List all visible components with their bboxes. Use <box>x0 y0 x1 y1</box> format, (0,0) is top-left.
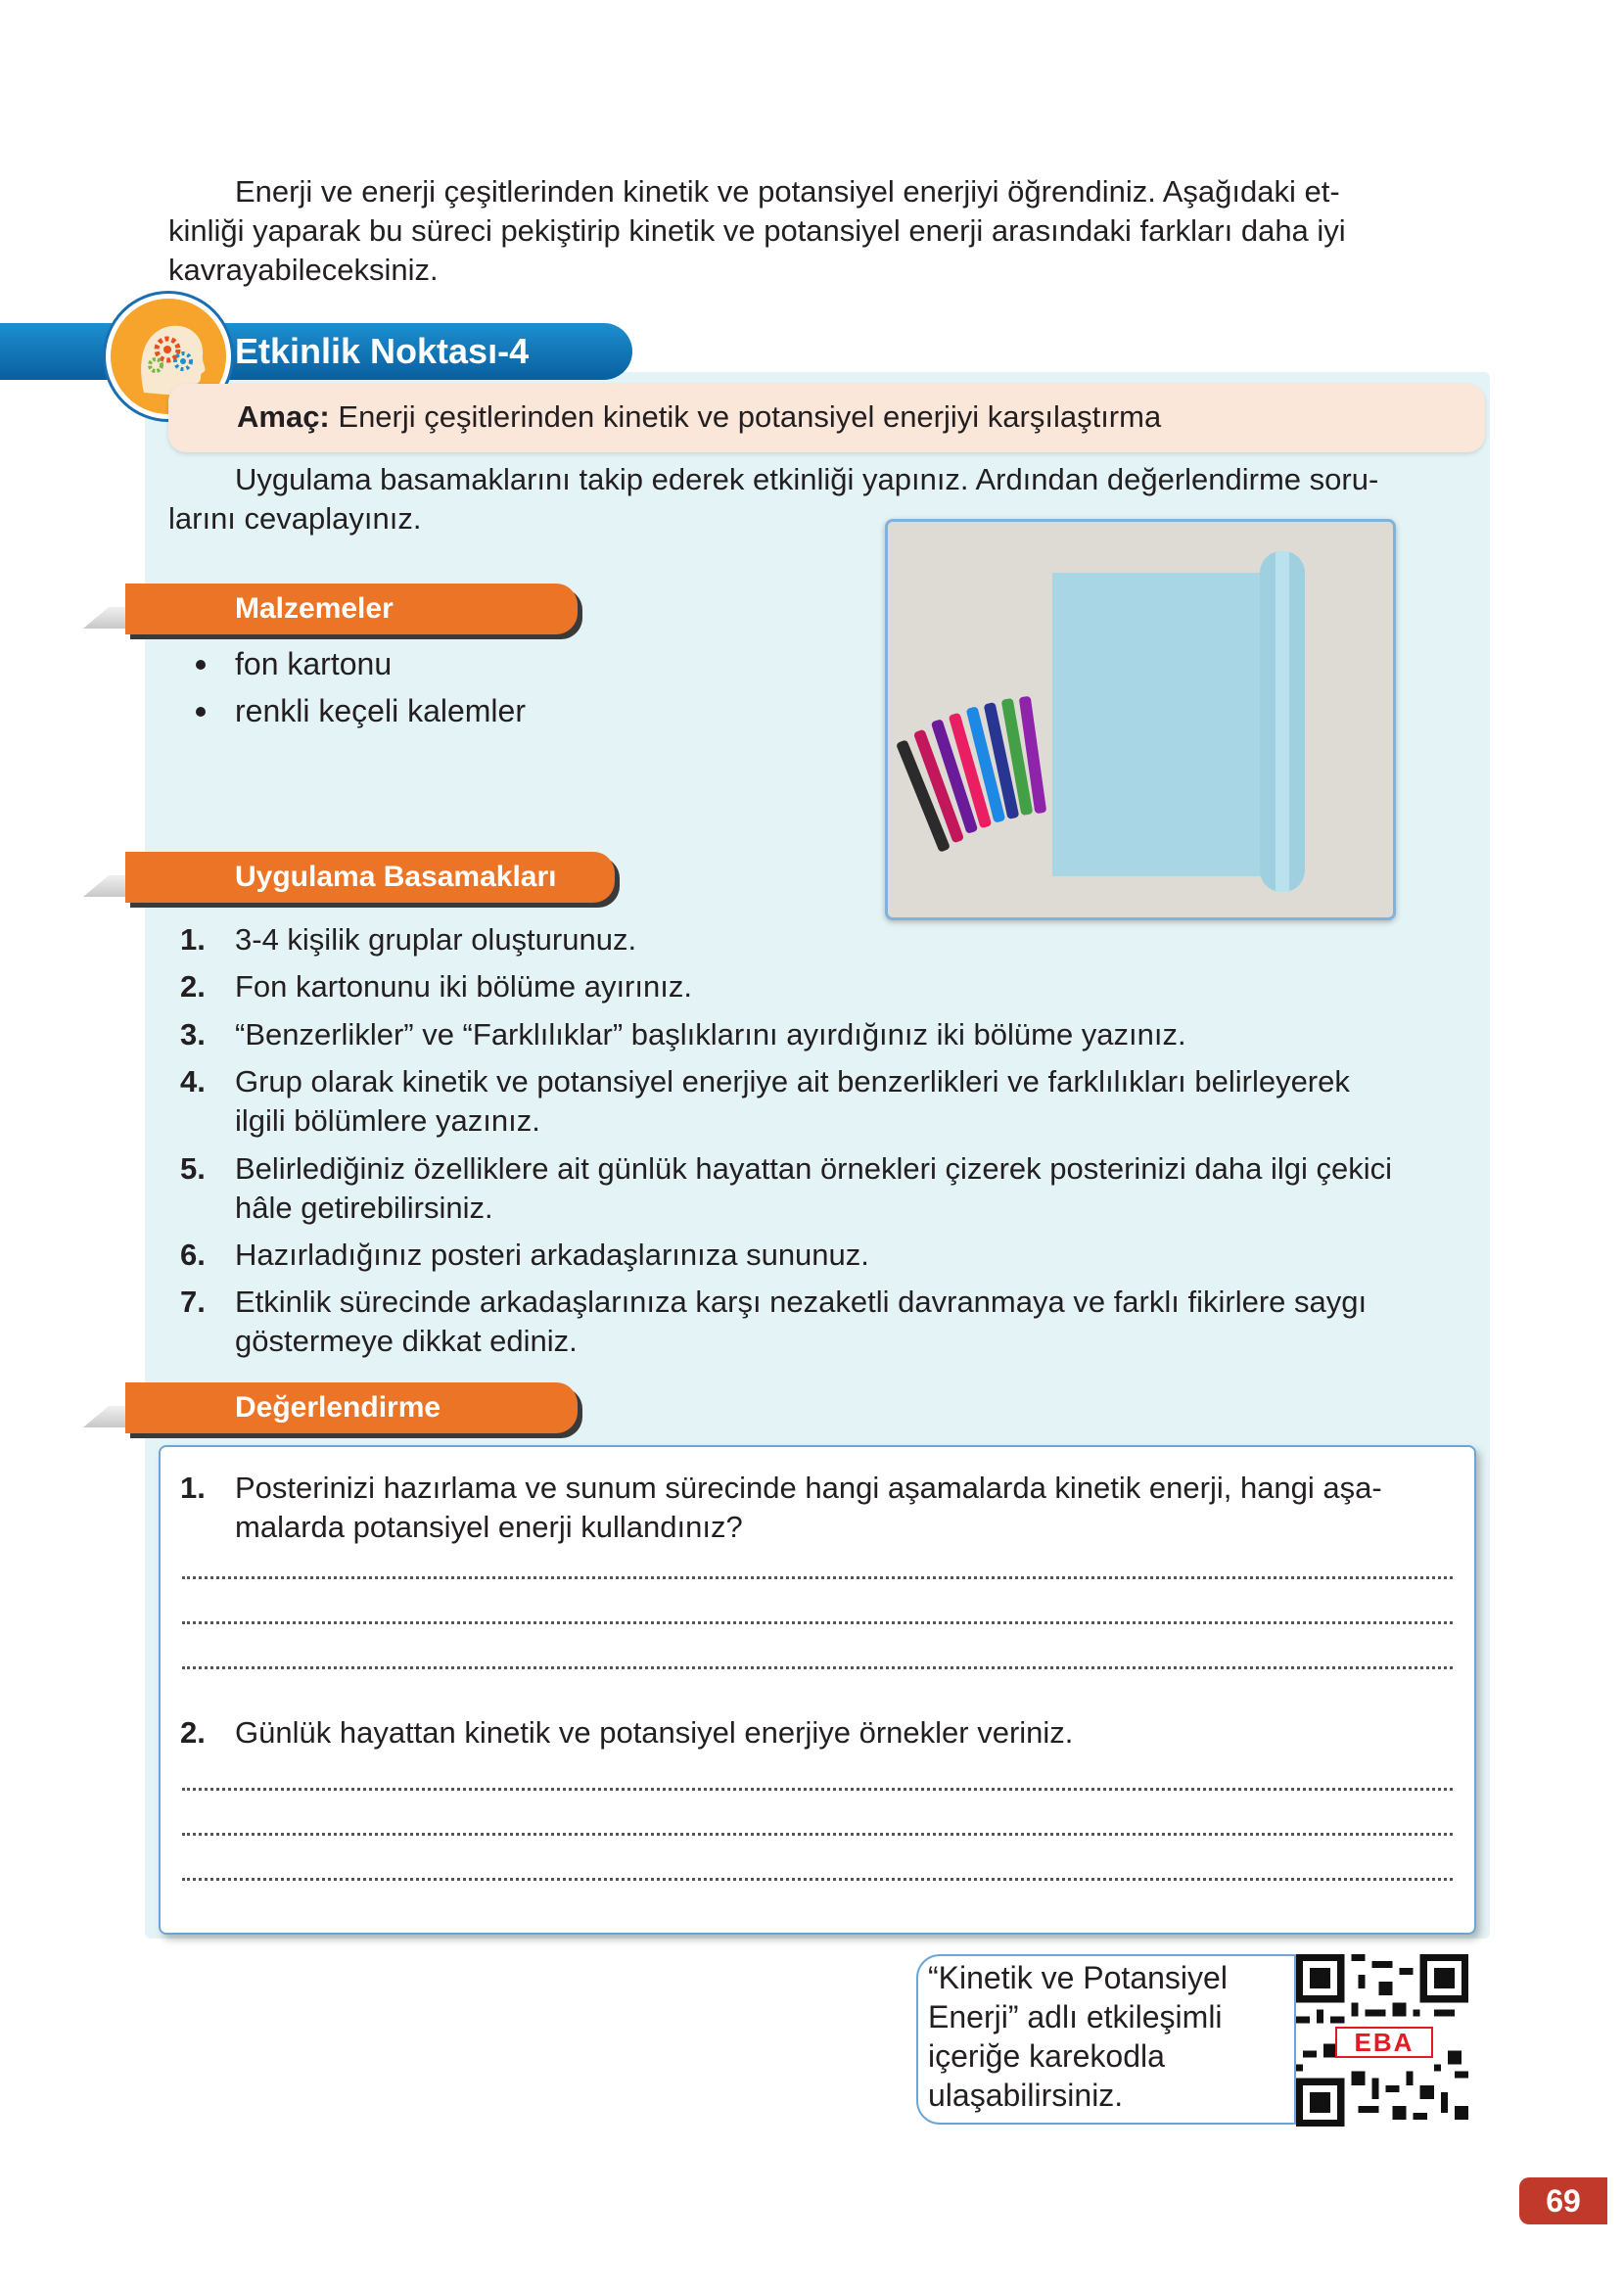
question-number: 1. <box>180 1471 206 1505</box>
step-text <box>235 967 1466 1006</box>
step-number: 6. <box>180 1238 206 1272</box>
step-line: göstermeye dikkat ediniz. <box>235 1324 578 1358</box>
step-line: hâle getirebilirsiniz. <box>235 1191 493 1225</box>
materials-photo <box>885 519 1396 920</box>
answer-line[interactable] <box>182 1878 1453 1881</box>
step-line: Fon kartonunu iki bölüme ayırınız. <box>235 969 692 1004</box>
step-line: Grup olarak kinetik ve potansiyel enerjiye ait benzerlikleri ve farklılıkları belirleyerek <box>235 1064 1350 1099</box>
question-line: Posterinizi hazırlama ve sunum sürecinde hangi aşamalarda kinetik enerji, hangi aşa- <box>235 1471 1382 1505</box>
instruction-line-2: larını cevaplayınız. <box>168 501 422 536</box>
question-text <box>235 1469 1459 1547</box>
step-number: 2. <box>180 969 206 1004</box>
activity-title: Etkinlik Noktası-4 <box>235 331 530 371</box>
step-text <box>235 1149 1466 1228</box>
step-number: 4. <box>180 1064 206 1099</box>
step-line: Hazırladığınız posteri arkadaşlarınıza sununuz. <box>235 1238 869 1272</box>
answer-line[interactable] <box>182 1833 1453 1836</box>
question-line: Günlük hayattan kinetik ve potansiyel enerjiye örnekler veriniz. <box>235 1715 1074 1750</box>
step-line: ilgili bölümlere yazınız. <box>235 1103 540 1138</box>
step-number: 3. <box>180 1017 206 1052</box>
evaluation-title: Değerlendirme <box>235 1391 441 1424</box>
answer-line[interactable] <box>182 1621 1453 1624</box>
step-number: 5. <box>180 1151 206 1186</box>
step-text <box>235 1283 1466 1361</box>
eba-logo: EBA <box>1335 2027 1433 2058</box>
qr-caption-line: “Kinetik ve Potansiyel <box>928 1960 1228 1995</box>
materials-title: Malzemeler <box>235 592 394 625</box>
step-text <box>235 1062 1466 1141</box>
step-number: 1. <box>180 922 206 957</box>
goal-description: Enerji çeşitlerinden kinetik ve potansiyel enerjiyi karşılaştırma <box>338 399 1162 434</box>
qr-caption <box>928 1958 1280 2115</box>
answer-line[interactable] <box>182 1576 1453 1579</box>
qr-caption-line: içeriğe karekodla <box>928 2038 1165 2074</box>
intro-line-3: kavrayabileceksiniz. <box>168 253 439 287</box>
intro-line-1: Enerji ve enerji çeşitlerinden kinetik ve potansiyel enerjiyi öğrendiniz. Aşağıdaki et- <box>235 174 1340 209</box>
steps-title: Uygulama Basamakları <box>235 861 557 893</box>
step-line: Etkinlik sürecinde arkadaşlarınıza karşı nezaketli davranmaya ve farklı fikirlere saygı <box>235 1285 1368 1319</box>
step-line: “Benzerlikler” ve “Farklılıklar” başlıklarını ayırdığınız iki bölüme yazınız. <box>235 1017 1186 1052</box>
answer-line[interactable] <box>182 1666 1453 1669</box>
goal-text <box>237 394 1161 441</box>
goal-label: Amaç: <box>237 399 330 434</box>
material-item: fon kartonu <box>235 646 393 681</box>
step-text <box>235 1236 1466 1275</box>
bullet-icon <box>196 707 206 717</box>
intro-line-2: kinliği yaparak bu süreci pekiştirip kinetik ve potansiyel enerji arasındaki farkları daha iyi <box>168 213 1346 248</box>
intro-paragraph <box>168 172 1466 290</box>
step-text <box>235 920 1466 959</box>
question-line: malarda potansiyel enerji kullandınız? <box>235 1510 743 1544</box>
step-line: 3-4 kişilik gruplar oluşturunuz. <box>235 922 637 957</box>
step-line: Belirlediğiniz özelliklere ait günlük hayattan örnekleri çizerek posterinizi daha ilgi çekici <box>235 1151 1393 1186</box>
bullet-icon <box>196 660 206 670</box>
answer-line[interactable] <box>182 1788 1453 1791</box>
material-item: renkli keçeli kalemler <box>235 693 526 728</box>
question-text <box>235 1713 1459 1753</box>
page-number: 69 <box>1519 2177 1607 2224</box>
qr-caption-line: ulaşabilirsiniz. <box>928 2078 1124 2113</box>
step-number: 7. <box>180 1285 206 1319</box>
instruction-line-1: Uygulama basamaklarını takip ederek etkinliği yapınız. Ardından değerlendirme soru- <box>235 462 1379 496</box>
step-text <box>235 1015 1466 1054</box>
qr-caption-line: Enerji” adlı etkileşimli <box>928 1999 1223 2034</box>
question-number: 2. <box>180 1715 206 1750</box>
